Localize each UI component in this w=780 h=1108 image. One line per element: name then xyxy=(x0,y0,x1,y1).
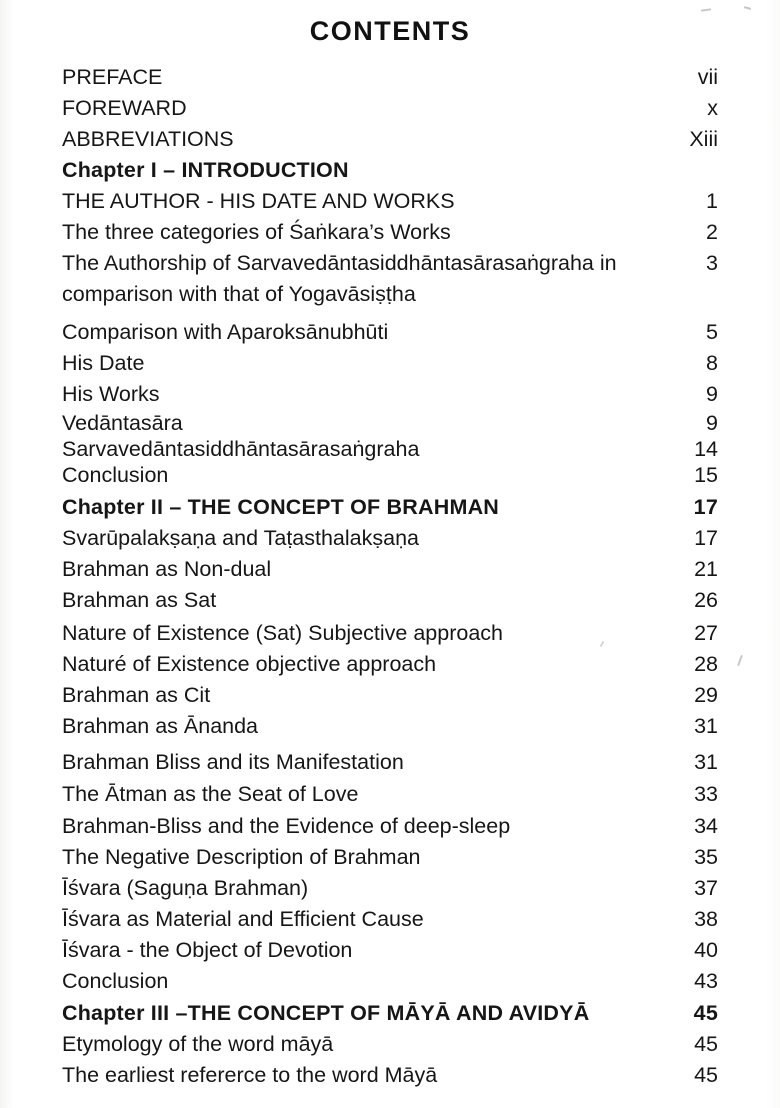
toc-entry-label: Brahman-Bliss and the Evidence of deep-sleep xyxy=(62,814,511,838)
toc-entry-label: Īśvara - the Object of Devotion xyxy=(62,938,353,962)
toc-entry-label: Chapter I – INTRODUCTION xyxy=(62,158,349,182)
toc-entry-label: Sarvavedāntasiddhāntasārasaṅgraha xyxy=(62,437,420,461)
toc-entry xyxy=(62,680,718,711)
toc-entry-page: 27 xyxy=(694,621,718,645)
toc-entry xyxy=(62,248,718,279)
toc-entry-page: 43 xyxy=(694,969,718,993)
page-title: CONTENTS xyxy=(309,16,471,46)
toc-entry-page: 26 xyxy=(694,588,718,612)
toc-entry-label: Chapter III –THE CONCEPT OF MĀYĀ AND AVIDYĀ xyxy=(62,1001,590,1025)
toc-entry xyxy=(62,998,718,1029)
toc-entry-page: 2 xyxy=(706,220,718,244)
toc-entry-page: 35 xyxy=(694,845,718,869)
toc-entry xyxy=(62,966,718,997)
toc-entry-page: 17 xyxy=(694,526,718,550)
toc-entry-page: 15 xyxy=(694,463,718,487)
toc-entry-page: 14 xyxy=(694,437,718,461)
toc-entry xyxy=(62,842,718,873)
toc-entry xyxy=(62,62,718,93)
toc-entry-page: 37 xyxy=(694,876,718,900)
toc-entry-page: 31 xyxy=(694,750,718,774)
toc-entry xyxy=(62,1029,718,1060)
toc-entry-page: 9 xyxy=(706,382,718,406)
toc-entry xyxy=(62,711,718,742)
toc-entry-page: 45 xyxy=(694,1032,718,1056)
toc-entry-label: The Authorship of Sarvavedāntasiddhāntasārasaṅgraha in xyxy=(62,251,617,275)
toc-entry-label: comparison with that of Yogavāsiṣṭha xyxy=(62,282,416,306)
toc-entry-label: The earliest refererce to the word Māyā xyxy=(62,1063,438,1087)
table-of-contents xyxy=(62,62,718,1091)
toc-entry-label: Chapter II – THE CONCEPT OF BRAHMAN xyxy=(62,495,500,519)
toc-entry-label: Brahman as Non-dual xyxy=(62,557,272,581)
toc-entry-label: His Works xyxy=(62,382,160,406)
toc-entry xyxy=(62,873,718,904)
toc-entry xyxy=(62,618,718,649)
toc-entry xyxy=(62,124,718,155)
toc-entry-page: 17 xyxy=(693,495,718,519)
toc-entry-page: 1 xyxy=(706,189,718,213)
toc-entry-page: 38 xyxy=(694,907,718,931)
toc-entry xyxy=(62,904,718,935)
scan-speck xyxy=(744,6,751,10)
toc-entry-label: Conclusion xyxy=(62,463,169,487)
toc-entry-page: 21 xyxy=(694,557,718,581)
toc-entry-page: 34 xyxy=(694,814,718,838)
toc-entry xyxy=(62,935,718,966)
toc-entry xyxy=(62,649,718,680)
toc-entry xyxy=(62,186,718,217)
toc-entry-page: 8 xyxy=(706,351,718,375)
toc-entry xyxy=(62,348,718,379)
toc-entry-label: Nature of Existence (Sat) Subjective approach xyxy=(62,621,503,645)
toc-entry-label: ABBREVIATIONS xyxy=(62,127,234,151)
scan-speck xyxy=(737,655,743,666)
toc-entry xyxy=(62,779,718,810)
toc-entry xyxy=(62,155,718,186)
toc-entry-page: 31 xyxy=(694,714,718,738)
toc-entry xyxy=(62,747,718,778)
toc-entry xyxy=(62,93,718,124)
toc-entry-label: His Date xyxy=(62,351,145,375)
toc-entry-page: vii xyxy=(697,65,718,89)
toc-entry xyxy=(62,379,718,410)
toc-entry-label: FOREWARD xyxy=(62,96,187,120)
toc-entry-label: Brahman as Ānanda xyxy=(62,714,259,738)
toc-entry xyxy=(62,1060,718,1091)
toc-entry-label: THE AUTHOR - HIS DATE AND WORKS xyxy=(62,189,455,213)
toc-entry-page: 28 xyxy=(694,652,718,676)
toc-entry-label: Brahman Bliss and its Manifestation xyxy=(62,750,404,774)
toc-entry-label: Brahman as Cit xyxy=(62,683,211,707)
toc-entry xyxy=(62,585,718,616)
toc-entry xyxy=(62,217,718,248)
toc-entry-page: 40 xyxy=(694,938,718,962)
toc-entry xyxy=(62,410,718,436)
toc-entry-label: PREFACE xyxy=(62,65,163,89)
toc-entry-page: 45 xyxy=(694,1063,718,1087)
toc-entry-page: 33 xyxy=(694,782,718,806)
toc-entry-label: Etymology of the word māyā xyxy=(62,1032,334,1056)
toc-entry-label: Naturé of Existence objective approach xyxy=(62,652,437,676)
toc-entry-page: x xyxy=(707,96,718,120)
toc-entry xyxy=(62,554,718,585)
toc-entry-label: The three categories of Śaṅkara’s Works xyxy=(62,220,451,244)
toc-entry xyxy=(62,811,718,842)
scan-speck xyxy=(701,8,711,11)
toc-entry-label: Conclusion xyxy=(62,969,169,993)
toc-entry-label: Brahman as Sat xyxy=(62,588,217,612)
toc-entry xyxy=(62,492,718,523)
toc-entry-label: Īśvara (Saguṇa Brahman) xyxy=(62,876,309,900)
toc-entry xyxy=(62,523,718,554)
toc-entry-label: The Negative Description of Brahman xyxy=(62,845,421,869)
toc-entry xyxy=(62,279,718,310)
toc-entry xyxy=(62,436,718,462)
toc-entry-page: 3 xyxy=(706,251,718,275)
toc-entry xyxy=(62,462,718,488)
toc-entry-label: Svarūpalakṣaṇa and Taṭasthalakṣaṇa xyxy=(62,526,419,550)
toc-entry-page: 9 xyxy=(706,411,718,435)
toc-entry-label: Vedāntasāra xyxy=(62,411,183,435)
toc-entry-page: 5 xyxy=(706,320,718,344)
toc-entry-label: Īśvara as Material and Efficient Cause xyxy=(62,907,424,931)
toc-entry xyxy=(62,317,718,348)
toc-entry-page: Xiii xyxy=(689,127,718,151)
toc-entry-label: The Ātman as the Seat of Love xyxy=(62,782,359,806)
toc-entry-page: 29 xyxy=(694,683,718,707)
toc-entry-label: Comparison with Aparoksānubhūti xyxy=(62,320,389,344)
toc-entry-page: 45 xyxy=(693,1001,718,1025)
